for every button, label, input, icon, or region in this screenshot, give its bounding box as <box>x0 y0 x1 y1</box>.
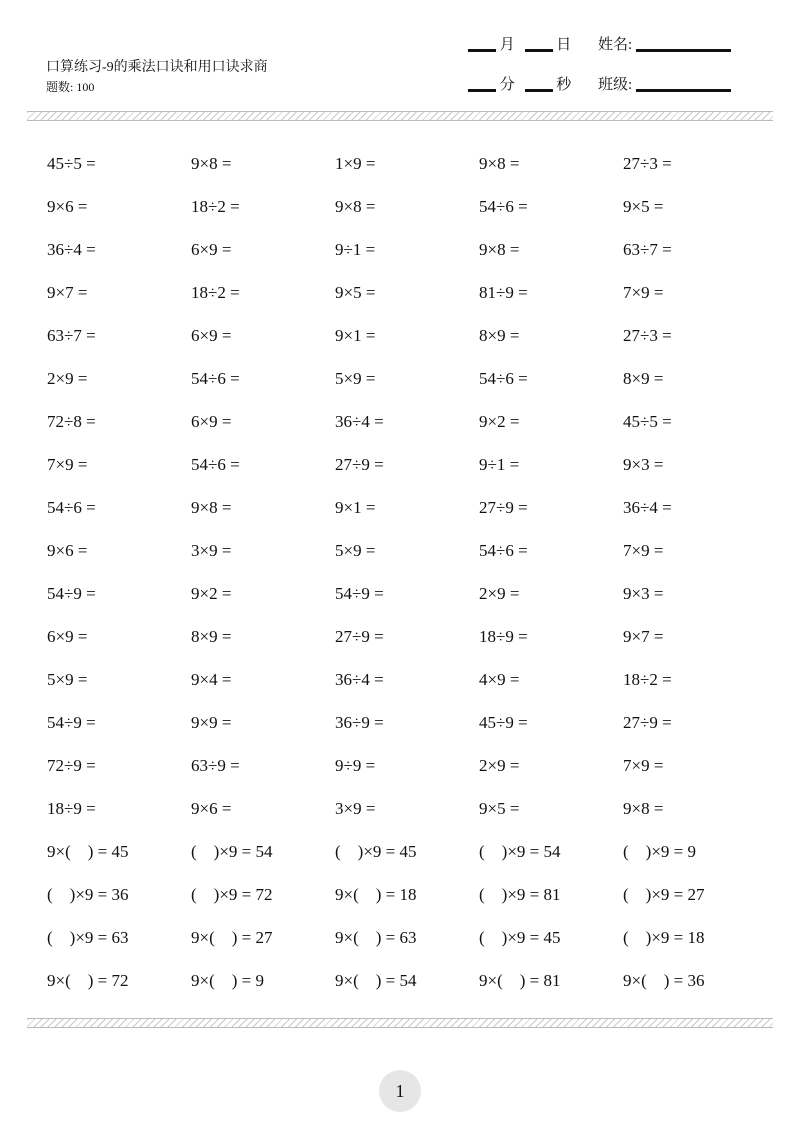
problem-item: 1×9 = <box>335 154 376 173</box>
problem-item: 9×( ) = 18 <box>335 885 417 904</box>
problem-item: ( )×9 = 45 <box>479 928 561 947</box>
problem-item: 9×( ) = 9 <box>191 971 264 990</box>
problem-item: 9×( ) = 72 <box>47 971 129 990</box>
problem-item: 54÷9 = <box>335 584 384 603</box>
problem-item: 6×9 = <box>191 326 232 345</box>
problem-item: 72÷8 = <box>47 412 96 431</box>
problem-item: 45÷5 = <box>47 154 96 173</box>
problem-item: 8×9 = <box>479 326 520 345</box>
problem-item: 45÷5 = <box>623 412 672 431</box>
bottom-divider <box>27 1018 773 1028</box>
problem-item: 9×8 = <box>335 197 376 216</box>
problem-item: 6×9 = <box>47 627 88 646</box>
problem-item: ( )×9 = 72 <box>191 885 273 904</box>
problem-item: 2×9 = <box>47 369 88 388</box>
class-blank[interactable] <box>636 89 731 92</box>
problem-item: 54÷6 = <box>191 369 240 388</box>
problem-item: 7×9 = <box>47 455 88 474</box>
problem-item: 81÷9 = <box>479 283 528 302</box>
problem-item: 9×( ) = 27 <box>191 928 273 947</box>
problem-item: ( )×9 = 54 <box>191 842 273 861</box>
problem-item: 9×6 = <box>47 197 88 216</box>
top-divider <box>27 111 773 121</box>
problem-item: 9×( ) = 54 <box>335 971 417 990</box>
minute-label: 分 <box>499 77 515 93</box>
problem-item: 63÷9 = <box>191 756 240 775</box>
problem-item: 2×9 = <box>479 756 520 775</box>
class-label: 班级: <box>598 77 633 93</box>
problem-item: 8×9 = <box>623 369 664 388</box>
problem-item: 63÷7 = <box>47 326 96 345</box>
problem-item: 9×7 = <box>623 627 664 646</box>
problem-item: 18÷2 = <box>191 283 240 302</box>
problem-item: 27÷9 = <box>479 498 528 517</box>
problem-item: 63÷7 = <box>623 240 672 259</box>
month-blank[interactable] <box>468 49 496 52</box>
second-label: 秒 <box>556 77 572 93</box>
problem-item: 9×( ) = 81 <box>479 971 561 990</box>
problem-item: 27÷9 = <box>623 713 672 732</box>
problem-item: 9÷1 = <box>479 455 520 474</box>
problem-item: 6×9 = <box>191 412 232 431</box>
problem-item: ( )×9 = 45 <box>335 842 417 861</box>
second-blank[interactable] <box>525 89 553 92</box>
problem-item: 9×3 = <box>623 455 664 474</box>
problem-item: 4×9 = <box>479 670 520 689</box>
problem-item: 5×9 = <box>335 541 376 560</box>
problem-item: 9×6 = <box>191 799 232 818</box>
problem-item: 27÷3 = <box>623 326 672 345</box>
problem-item: ( )×9 = 54 <box>479 842 561 861</box>
class-field <box>598 73 731 94</box>
problem-item: 3×9 = <box>191 541 232 560</box>
problem-item: 9×5 = <box>479 799 520 818</box>
day-blank[interactable] <box>525 49 553 52</box>
problem-item: 9×( ) = 45 <box>47 842 129 861</box>
date-field <box>468 33 571 54</box>
name-label: 姓名: <box>598 37 633 53</box>
problem-item: ( )×9 = 81 <box>479 885 561 904</box>
problem-item: 9×4 = <box>191 670 232 689</box>
problem-item: 9÷1 = <box>335 240 376 259</box>
worksheet-title: 口算练习-9的乘法口诀和用口诀求商 <box>46 60 268 75</box>
problem-item: 54÷9 = <box>47 713 96 732</box>
problem-item: 5×9 = <box>47 670 88 689</box>
problem-item: 9×7 = <box>47 283 88 302</box>
problem-item: 9×2 = <box>191 584 232 603</box>
problem-item: 9×8 = <box>191 498 232 517</box>
problem-item: 9×( ) = 63 <box>335 928 417 947</box>
problem-item: 36÷4 = <box>335 412 384 431</box>
problem-item: 9×8 = <box>191 154 232 173</box>
problem-item: 27÷9 = <box>335 455 384 474</box>
problem-item: 9×8 = <box>479 154 520 173</box>
problem-item: 36÷4 = <box>47 240 96 259</box>
problem-item: ( )×9 = 36 <box>47 885 129 904</box>
problem-item: 9×9 = <box>191 713 232 732</box>
page-number: 1 <box>379 1070 421 1112</box>
problem-item: 6×9 = <box>191 240 232 259</box>
problem-item: 27÷9 = <box>335 627 384 646</box>
problem-item: 9×5 = <box>335 283 376 302</box>
problem-item: 36÷4 = <box>335 670 384 689</box>
problem-item: 9×1 = <box>335 326 376 345</box>
problem-item: ( )×9 = 18 <box>623 928 705 947</box>
question-count: 题数: 100 <box>46 80 95 94</box>
problem-item: 9×2 = <box>479 412 520 431</box>
problem-item: 72÷9 = <box>47 756 96 775</box>
problem-item: 9×( ) = 36 <box>623 971 705 990</box>
minute-blank[interactable] <box>468 89 496 92</box>
problem-item: 54÷6 = <box>191 455 240 474</box>
problem-item: 36÷4 = <box>623 498 672 517</box>
problem-item: 2×9 = <box>479 584 520 603</box>
problem-item: 27÷3 = <box>623 154 672 173</box>
name-field <box>598 33 731 54</box>
problem-item: 18÷9 = <box>47 799 96 818</box>
problem-item: 18÷2 = <box>623 670 672 689</box>
problem-item: 18÷9 = <box>479 627 528 646</box>
problem-item: 54÷6 = <box>47 498 96 517</box>
problem-item: 54÷9 = <box>47 584 96 603</box>
problem-item: 36÷9 = <box>335 713 384 732</box>
problem-item: 9×5 = <box>623 197 664 216</box>
problem-item: 9×3 = <box>623 584 664 603</box>
problem-item: 5×9 = <box>335 369 376 388</box>
problem-item: 7×9 = <box>623 756 664 775</box>
problem-item: 9×6 = <box>47 541 88 560</box>
problem-item: 9×8 = <box>623 799 664 818</box>
problem-item: 9×1 = <box>335 498 376 517</box>
time-field <box>468 73 571 94</box>
problem-item: 18÷2 = <box>191 197 240 216</box>
problem-item: 54÷6 = <box>479 197 528 216</box>
problem-item: 9÷9 = <box>335 756 376 775</box>
month-label: 月 <box>499 37 515 53</box>
problem-item: 9×8 = <box>479 240 520 259</box>
problem-item: 54÷6 = <box>479 369 528 388</box>
problem-item: 7×9 = <box>623 541 664 560</box>
problem-item: 45÷9 = <box>479 713 528 732</box>
problem-item: 3×9 = <box>335 799 376 818</box>
name-blank[interactable] <box>636 49 731 52</box>
day-label: 日 <box>556 37 572 53</box>
problem-item: 54÷6 = <box>479 541 528 560</box>
problem-item: 8×9 = <box>191 627 232 646</box>
problem-item: ( )×9 = 63 <box>47 928 129 947</box>
problem-item: 7×9 = <box>623 283 664 302</box>
problem-item: ( )×9 = 27 <box>623 885 705 904</box>
problem-item: ( )×9 = 9 <box>623 842 696 861</box>
problem-grid <box>47 144 767 1004</box>
